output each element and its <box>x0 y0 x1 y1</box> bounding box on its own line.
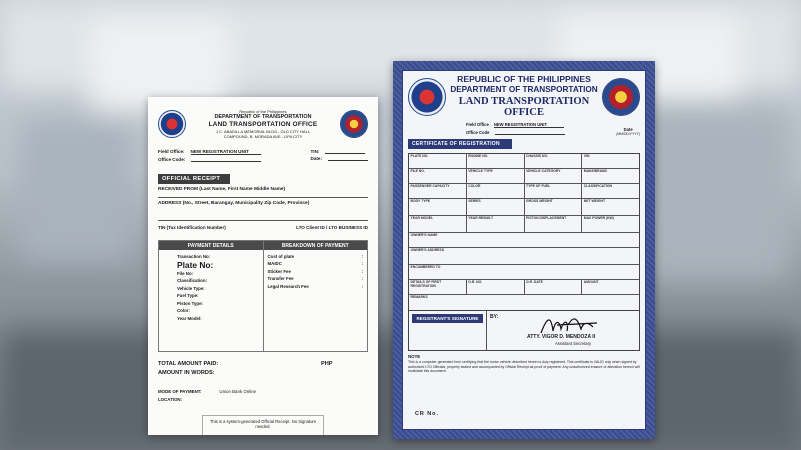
address-line-1: J.C. ABADILLA MEMORIAL BLDG., OLD CITY HALL <box>215 128 311 134</box>
signature-section <box>408 311 640 351</box>
pay-item: Transfer Fee : <box>267 276 363 282</box>
office-label: LAND TRANSPORTATION OFFICE <box>458 95 590 119</box>
signatory-position: Assistant Secretary <box>555 341 592 346</box>
remarks-cell: REMARKS <box>410 295 428 299</box>
breakdown-column <box>263 241 368 351</box>
lto-seal-icon <box>602 78 640 116</box>
grid-cell: COLOR <box>466 184 524 198</box>
grid-cell: MAKE/BRAND <box>581 169 639 183</box>
receipt-header <box>158 103 368 145</box>
plate-no-label: Plate No: <box>177 260 214 271</box>
mode-of-payment-label: MODE OF PAYMENT: <box>158 388 202 394</box>
office-code-label: Office Code <box>466 129 490 135</box>
dot-seal-icon <box>408 78 446 116</box>
receipt-office-fields <box>158 149 368 164</box>
total-section <box>158 360 368 378</box>
payment-details-header: PAYMENT DETAILS <box>159 241 263 250</box>
grid-cell: MAX POWER (KW) <box>581 216 639 232</box>
official-receipt-banner: OFFICIAL RECEIPT <box>158 174 230 184</box>
date-label: Date <box>623 127 633 132</box>
grid-cell: CHASSIS NO. <box>524 154 582 168</box>
certificate-banner: CERTIFICATE OF REGISTRATION <box>408 139 512 149</box>
owners-address-cell: OWNER'S ADDRESS <box>410 248 444 252</box>
grid-row <box>409 169 639 184</box>
location-label: LOCATION: <box>158 397 183 403</box>
payment-mode-section <box>158 388 368 405</box>
pay-item: MAIDC : <box>267 261 363 267</box>
office-label: LAND TRANSPORTATION OFFICE <box>208 120 318 128</box>
certificate-body <box>402 70 646 430</box>
encumbered-cell: ENCUMBERED TO <box>410 265 441 269</box>
by-label: BY: <box>490 314 499 320</box>
grid-row <box>409 184 639 199</box>
lto-seal-icon <box>340 110 368 138</box>
department-label: DEPARTMENT OF TRANSPORTATION <box>450 84 598 94</box>
official-receipt-document <box>148 97 378 435</box>
system-generated-note: This is a system-generated Official Receipt. No Signature needed. <box>202 415 324 435</box>
note-text: This is a computer generated form certifying that the motor vehicle described herein is duly registered. This certificate is VALID only when signed by authorized LTO Officials, properly sealed and accompanied by Official Receipt as proof of payment. Any unauthorized erasure or alteration hereon will invalidate this document. <box>408 359 640 374</box>
breakdown-header: BREAKDOWN OF PAYMENT <box>264 241 368 250</box>
republic-label: REPUBLIC OF THE PHILIPPINES <box>457 74 591 85</box>
lto-client-id-label: LTO Client ID / LTO BUSINESS ID <box>296 225 368 230</box>
classification-label: Classification: <box>177 278 208 284</box>
year-model-label: Year Model: <box>177 315 202 321</box>
grid-cell: VEHICLE TYPE <box>466 169 524 183</box>
grid-cell: ENGINE NO. <box>466 154 524 168</box>
grid-row <box>409 295 639 310</box>
registrant-signature-label: REGISTRANT'S SIGNATURE <box>412 314 483 323</box>
received-from-field: RECEIVED FROM (Last Name, First Name Middle Name) <box>158 187 368 198</box>
grid-cell: O.R. NO. <box>466 280 524 294</box>
grid-cell: VIN <box>581 154 639 168</box>
date-value <box>328 156 368 161</box>
field-office-label: Field Office: <box>158 149 185 154</box>
grid-cell: VEHICLE CATEGORY <box>524 169 582 183</box>
pay-item: Sticker Fee : <box>267 268 363 274</box>
grid-cell: GROSS WEIGHT <box>524 199 582 215</box>
grid-row <box>409 154 639 169</box>
republic-label: Republic of the Philippines <box>239 109 287 115</box>
vehicle-type-label: Vehicle Type: <box>177 285 205 291</box>
color-label: Color: <box>177 308 190 314</box>
grid-cell: FILE NO. <box>410 169 425 173</box>
grid-cell: SERIES <box>466 199 524 215</box>
grid-cell: YEAR MODEL <box>410 216 434 220</box>
field-office-value: NEW REGISTRATION UNIT <box>191 149 261 155</box>
grid-cell: TYPE OF FUEL <box>524 184 582 198</box>
office-code-value <box>191 157 261 162</box>
tin-row <box>158 225 368 230</box>
pay-item: Legal Research Fee : <box>267 283 363 289</box>
grid-cell: PISTON DISPLACEMENT <box>524 216 582 232</box>
grid-row <box>409 233 639 248</box>
grid-row <box>409 216 639 233</box>
grid-cell: CLASSIFICATION <box>581 184 639 198</box>
grid-row <box>409 199 639 216</box>
grid-cell: O.R. DATE <box>524 280 582 294</box>
transaction-no-label: Transaction No: <box>177 254 211 259</box>
tin-label: TIN: <box>310 149 320 154</box>
certificate-office-fields <box>408 122 640 136</box>
owners-name-cell: OWNER'S NAME <box>410 233 438 237</box>
grid-cell: NET WEIGHT <box>581 199 639 215</box>
cr-number-label: CR No. <box>415 411 439 417</box>
tin-value <box>325 149 365 154</box>
address-line-2: COMPOUND, B. MORADA AVE., LIPA CITY <box>223 133 303 139</box>
address-field: ADDRESS (No., Street, Barangay, Municipality Zip Code, Province) <box>158 201 368 221</box>
grid-cell: PASSENGER CAPACITY <box>410 184 450 188</box>
note-title: NOTE <box>408 354 421 359</box>
signatory-name: ATTY. VIGOR D. MENDOZA II <box>527 334 596 340</box>
date-label: Date: <box>310 156 322 161</box>
vehicle-details-grid <box>408 153 640 311</box>
field-office-value: NEW REGISTRATION UNIT <box>494 122 564 128</box>
grid-cell: AMOUNT <box>581 280 639 294</box>
payment-table <box>158 240 368 352</box>
currency-label: PHP <box>321 361 333 367</box>
department-label: DEPARTMENT OF TRANSPORTATION <box>214 114 312 121</box>
total-amount-label: TOTAL AMOUNT PAID: <box>158 361 219 367</box>
grid-cell: YEAR REBUILT <box>466 216 524 232</box>
certificate-title-block <box>446 75 602 119</box>
official-signature-box <box>487 311 639 350</box>
tin-number-label: TIN (Tax Identification Number) <box>158 225 226 230</box>
receipt-title-block <box>186 109 340 139</box>
mode-of-payment-value: Union Bank Online <box>219 388 257 394</box>
certificate-of-registration-document <box>393 61 655 439</box>
registrant-signature-box <box>409 311 487 350</box>
dot-seal-icon <box>158 110 186 138</box>
payment-details-column <box>159 241 263 351</box>
grid-row <box>409 280 639 295</box>
grid-row <box>409 265 639 280</box>
amount-in-words-label: AMOUNT IN WORDS: <box>158 369 215 376</box>
piston-type-label: Piston Type: <box>177 300 204 306</box>
certificate-header <box>408 75 640 119</box>
grid-cell: BODY TYPE <box>410 199 431 203</box>
fuel-type-label: Fuel Type: <box>177 293 199 299</box>
file-no-label: File No: <box>177 270 194 276</box>
pay-item: Cost of plate : <box>267 254 363 259</box>
grid-row <box>409 248 639 265</box>
date-format-label: (MM/DD/YYYY) <box>616 132 640 136</box>
certificate-note <box>408 354 640 374</box>
grid-cell: DETAILS OF FIRST REGISTRATION <box>410 280 442 288</box>
office-code-label: Office Code: <box>158 157 186 162</box>
grid-cell: PLATE NO. <box>410 154 429 158</box>
office-code-value <box>495 130 565 135</box>
field-office-label: Field Office <box>466 122 489 127</box>
